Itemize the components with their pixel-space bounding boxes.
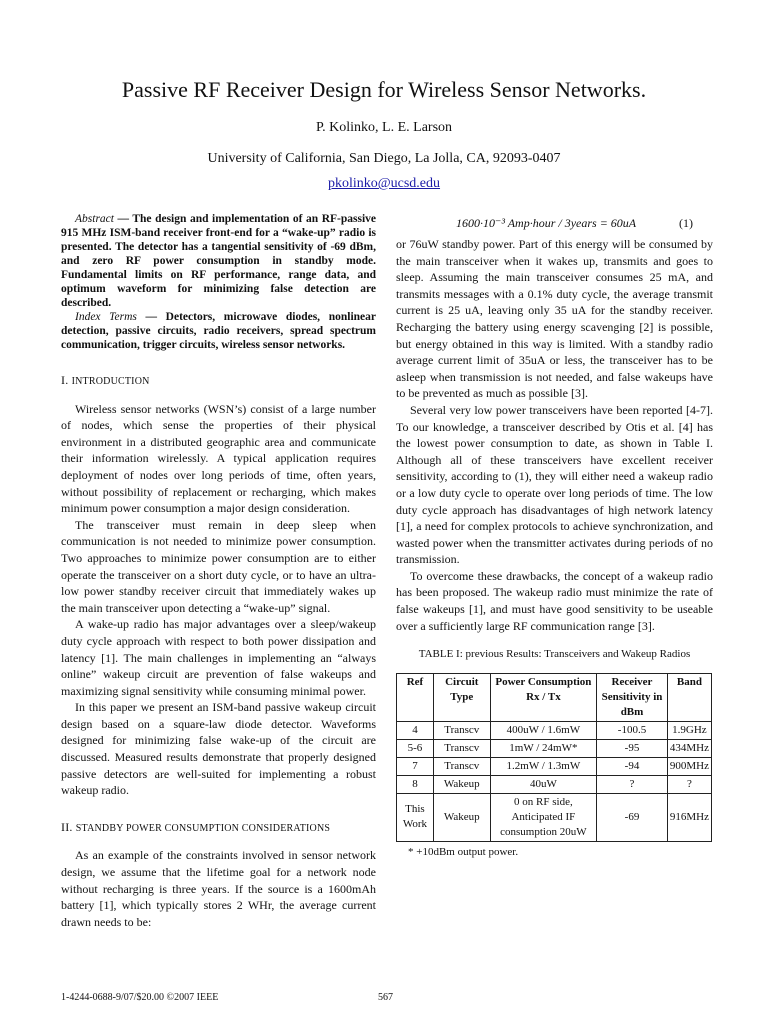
- paragraph: To overcome these drawbacks, the concept of a wakeup radio has been proposed. The wakeup radio must minimize the rate of false wakeups [1], and must have good sensitivity to be useable over a sufficiently large RF communication range [3].: [396, 568, 713, 633]
- abstract: [61, 212, 376, 310]
- table-cell: 4: [397, 721, 434, 739]
- table-cell: -69: [597, 793, 668, 841]
- table-cell: 900MHz: [667, 757, 711, 775]
- copyright-footer: 1-4244-0688-9/07/$20.00 ©2007 IEEE: [61, 992, 219, 1003]
- table-row: [397, 739, 712, 757]
- paragraph: Wireless sensor networks (WSN’s) consist of a large number of nodes, which sense the properties of their physical environment in a distributed geographic area and communicate their information wirelessly. A typical application requires deployment of nodes over long periods of time, often years, without possibility of replacement or recharging, which makes minimum power consumption a major design consideration.: [61, 401, 376, 516]
- table-cell: This Work: [397, 793, 434, 841]
- table-row: [397, 757, 712, 775]
- table-header: Ref: [397, 673, 434, 721]
- paragraph: In this paper we present an ISM-band passive wakeup circuit design based on a square-law diode detector. Waveforms designed for minimizing false wake-up of the circuit are discussed. Measured results demonstrate that properly designed passive detectors are well-suited for implementing a robust wakeup radio.: [61, 700, 376, 798]
- left-column: [61, 212, 376, 930]
- table-header: Receiver Sensitivity in dBm: [597, 673, 668, 721]
- index-terms-text: — Detectors, microwave diodes, nonlinear detection, passive circuits, radio receivers, spread spectrum communication, trigger circuits, wireless sensor networks.: [61, 311, 376, 351]
- table-row: [397, 775, 712, 793]
- table-cell: ?: [667, 775, 711, 793]
- section-number: II.: [61, 819, 76, 834]
- email: [0, 176, 768, 192]
- paragraph: Several very low power transceivers have been reported [4-7]. To our knowledge, a transceiver described by Otis et al. [4] has the lowest power consumption to date, as shown in Table I. Although all of these transceivers have excellent receiver sensitivity, according to (1), they will either need a wakeup radio or a low duty cycle to operate over long periods of time. The low duty cycle approach has disadvantages of high network latency [1], a need for complex protocols to achieve synchronization, and wasted power when the transmitter activates during periods of no transmission.: [396, 402, 713, 567]
- equation-1: [396, 212, 713, 236]
- paragraph: As an example of the constraints involved in sensor network design, we assume that the lifetime goal for a network node without recharging is three years. If the source is a 1600mAh battery [1], which typically stores 2 WHr, the average current drawn needs to be:: [61, 848, 376, 929]
- abstract-label: Abstract: [75, 213, 114, 225]
- page-number: 567: [378, 992, 393, 1003]
- table-caption: TABLE I: previous Results: Transceivers and Wakeup Radios: [418, 648, 691, 661]
- table-header: Power Consumption Rx / Tx: [490, 673, 596, 721]
- abstract-text: — The design and implementation of an RF-passive 915 MHz ISM-band receiver front-end for a “wake-up” radio is presented. The detector has a tangential sensitivity of -69 dBm, and zero RF power consumption in standby mode. Fundamental limits on RF performance, range data, and optimum waveform for minimizing false detection are described.: [61, 213, 376, 309]
- paragraph: The transceiver must remain in deep sleep when communication is not needed to minimize power consumption. Two approaches to minimize power consumption are to either operate the transceiver on a short duty cycle, or to have an ultra-low power standby receiver circuit that immediately wakes up the main transceiver upon detecting a “wake-up” signal.: [61, 517, 376, 615]
- table-cell: Wakeup: [433, 793, 490, 841]
- section-heading-introduction: [61, 372, 376, 391]
- results-table: [396, 673, 712, 842]
- table-cell: 1mW / 24mW*: [490, 739, 596, 757]
- affiliation: University of California, San Diego, La Jolla, CA, 92093-0407: [207, 151, 561, 166]
- index-terms: [61, 310, 376, 352]
- table-footnote: * +10dBm output power.: [408, 845, 519, 858]
- table-cell: -100.5: [597, 721, 668, 739]
- table-header: Circuit Type: [433, 673, 490, 721]
- table-cell: Transcv: [433, 757, 490, 775]
- table-cell: 916MHz: [667, 793, 711, 841]
- table-header: Band: [667, 673, 711, 721]
- table-cell: Transcv: [433, 739, 490, 757]
- index-terms-label: Index Terms: [75, 311, 137, 323]
- table-cell: -95: [597, 739, 668, 757]
- table-cell: Transcv: [433, 721, 490, 739]
- table-cell: 0 on RF side, Anticipated IF consumption 20uW: [490, 793, 596, 841]
- section-heading-standby-power: [61, 819, 376, 838]
- paper-title: Passive RF Receiver Design for Wireless Sensor Networks.: [121, 77, 647, 102]
- table-cell: 5-6: [397, 739, 434, 757]
- table-cell: 434MHz: [667, 739, 711, 757]
- table-cell: -94: [597, 757, 668, 775]
- equation-expression: 1600·10⁻³ Amp·hour / 3years = 60uA: [456, 216, 637, 230]
- table-cell: Wakeup: [433, 775, 490, 793]
- table-cell: 40uW: [490, 775, 596, 793]
- equation-number: (1): [679, 216, 693, 230]
- table-row: [397, 793, 712, 841]
- table-cell: 8: [397, 775, 434, 793]
- table-cell: 1.9GHz: [667, 721, 711, 739]
- right-column: [396, 212, 713, 860]
- section-title: STANDBY POWER CONSUMPTION CONSIDERATIONS: [75, 822, 331, 834]
- email-link[interactable]: pkolinko@ucsd.edu: [327, 176, 441, 191]
- table-cell: 400uW / 1.6mW: [490, 721, 596, 739]
- table-cell: 1.2mW / 1.3mW: [490, 757, 596, 775]
- table-row: [397, 721, 712, 739]
- table-cell: 7: [397, 757, 434, 775]
- section-number: I.: [61, 373, 72, 387]
- table-header-row: [397, 673, 712, 721]
- paragraph: or 76uW standby power. Part of this energy will be consumed by the main transceiver when it wakes up, transmits and goes to sleep. Assuming the main transceiver consumes 25 mA, and transmits messages with a 0.1% duty cycle, the average transmit current is 25 uA, leaving only 35 uA for the standby receiver. Recharging the battery using energy scavenging [2] is possible, but energy obtained in this way is limited. With a standby radio average current limit of 35uA or less, the transceiver has to be asleep when transmission is not needed, and false wakeups have to be prevented as much as possible [3].: [396, 237, 713, 401]
- authors: P. Kolinko, L. E. Larson: [315, 120, 453, 135]
- paragraph: A wake-up radio has major advantages over a sleep/wakeup duty cycle approach with respect to both power dissipation and latency [1]. The main challenges in implementing an “always online” wakeup circuit are prevention of false wakeups and maximizing signal sensitivity while consuming minimal power.: [61, 617, 376, 698]
- table-cell: ?: [597, 775, 668, 793]
- section-title: INTRODUCTION: [71, 376, 150, 387]
